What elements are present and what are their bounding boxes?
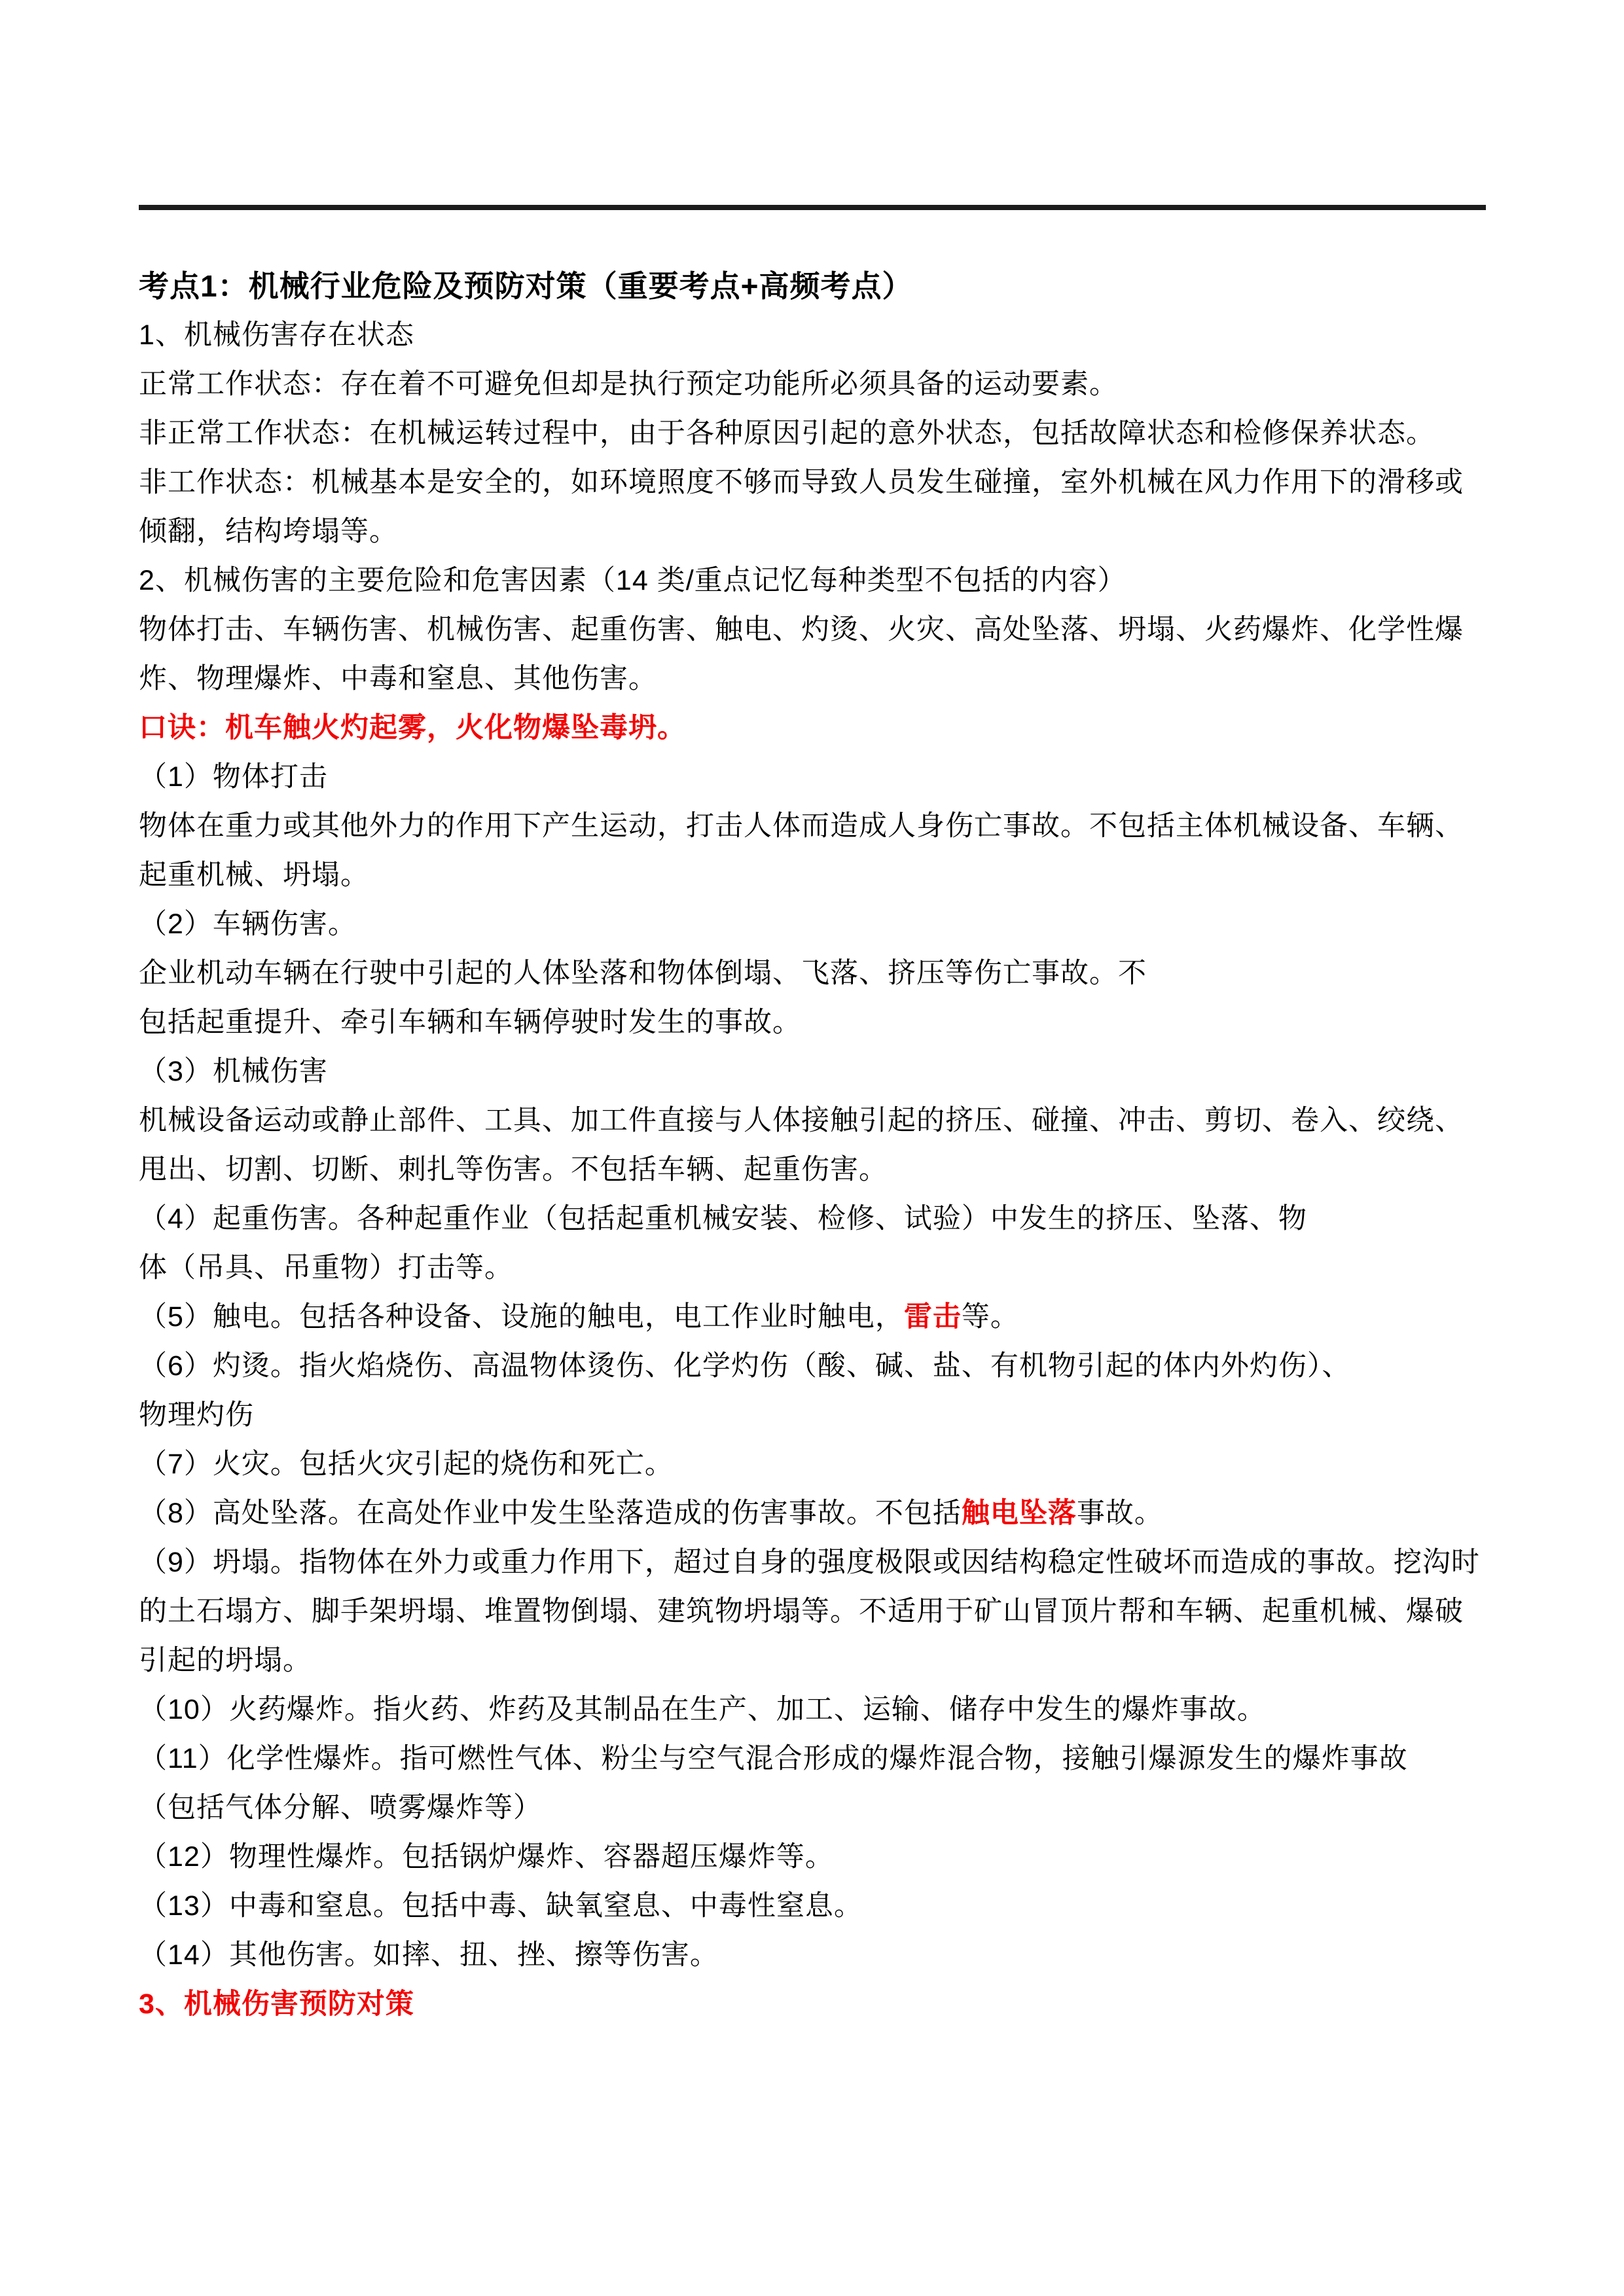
text-segment: （7）火灾。包括火灾引起的烧伤和死亡。	[139, 1448, 674, 1480]
text-segment: 口诀：机车触火灼起雾，火化物爆坠毒坍。	[139, 712, 686, 744]
section-title	[139, 262, 1487, 311]
text-segment: 正常工作状态：存在着不可避免但却是执行预定功能所必须具备的运动要素。	[139, 368, 1118, 400]
text-segment: （2）车辆伤害。	[139, 908, 357, 940]
text-line	[139, 1244, 1487, 1293]
text-segment: 起重机械、坍塌。	[139, 859, 369, 891]
list-item-1	[139, 753, 1487, 802]
text-segment: 非正常工作状态：在机械运转过程中，由于各种原因引起的意外状态，包括故障状态和检修保养状态。	[139, 418, 1435, 449]
list-item-4	[139, 1194, 1487, 1244]
text-segment: 甩出、切割、切断、刺扎等伤害。不包括车辆、起重伤害。	[139, 1154, 888, 1185]
text-segment: 引起的坍塌。	[139, 1645, 312, 1676]
text-segment: 企业机动车辆在行驶中引起的人体坠落和物体倒塌、飞落、挤压等伤亡事故。不	[139, 958, 1147, 989]
text-segment: 物理灼伤	[139, 1399, 254, 1431]
text-segment: 触电坠落	[961, 1498, 1077, 1529]
text-line	[139, 1784, 1487, 1833]
item-3-title	[139, 1980, 1487, 2029]
text-segment: （12）物理性爆炸。包括锅炉爆炸、容器超压爆炸等。	[139, 1841, 834, 1873]
list-item-14	[139, 1931, 1487, 1980]
text-line	[139, 1391, 1487, 1440]
text-line	[139, 1145, 1487, 1194]
item-1-title	[139, 311, 1487, 360]
text-segment: （14）其他伤害。如摔、扭、挫、擦等伤害。	[139, 1939, 719, 1971]
header-rule	[139, 205, 1486, 210]
text-line	[139, 1096, 1487, 1145]
item-2-title	[139, 556, 1487, 605]
text-line	[139, 360, 1487, 409]
content	[139, 262, 1487, 2029]
text-segment: （5）触电。包括各种设备、设施的触电，电工作业时触电，	[139, 1301, 904, 1333]
text-segment: 非工作状态：机械基本是安全的，如环境照度不够而导致人员发生碰撞，室外机械在风力作用下的滑移或	[139, 467, 1464, 498]
text-line	[139, 458, 1487, 507]
text-segment: 物体在重力或其他外力的作用下产生运动，打击人体而造成人身伤亡事故。不包括主体机械设备、车辆、	[139, 810, 1464, 842]
text-segment: （4）起重伤害。各种起重作业（包括起重机械安装、检修、试验）中发生的挤压、坠落、物	[139, 1203, 1307, 1234]
list-item-9	[139, 1538, 1487, 1587]
text-line	[139, 802, 1487, 851]
mnemonic-line	[139, 704, 1487, 753]
list-item-11	[139, 1734, 1487, 1784]
list-item-8	[139, 1489, 1487, 1538]
text-segment: （13）中毒和窒息。包括中毒、缺氧窒息、中毒性窒息。	[139, 1890, 863, 1922]
text-segment: （3）机械伤害	[139, 1056, 328, 1087]
text-line	[139, 998, 1487, 1047]
text-segment: 体（吊具、吊重物）打击等。	[139, 1252, 513, 1283]
text-segment: 3、机械伤害预防对策	[139, 1988, 414, 2020]
text-segment: 的土石塌方、脚手架坍塌、堆置物倒塌、建筑物坍塌等。不适用于矿山冒顶片帮和车辆、起重机械、爆破	[139, 1596, 1464, 1627]
list-item-10	[139, 1685, 1487, 1734]
text-segment: 1、机械伤害存在状态	[139, 319, 414, 351]
text-segment: 炸、物理爆炸、中毒和窒息、其他伤害。	[139, 663, 657, 694]
text-segment: 雷击	[903, 1301, 962, 1333]
text-segment: 物体打击、车辆伤害、机械伤害、起重伤害、触电、灼烫、火灾、高处坠落、坍塌、火药爆炸、化学性爆	[139, 614, 1464, 645]
list-item-5	[139, 1293, 1487, 1342]
list-item-7	[139, 1440, 1487, 1489]
text-line	[139, 605, 1487, 655]
text-segment: （包括气体分解、喷雾爆炸等）	[139, 1792, 542, 1823]
text-segment: （1）物体打击	[139, 761, 328, 793]
text-line	[139, 1636, 1487, 1685]
text-segment: 包括起重提升、牵引车辆和车辆停驶时发生的事故。	[139, 1007, 801, 1038]
list-item-13	[139, 1882, 1487, 1931]
text-line	[139, 851, 1487, 900]
text-segment: （10）火药爆炸。指火药、炸药及其制品在生产、加工、运输、储存中发生的爆炸事故。	[139, 1694, 1266, 1725]
text-segment: 等。	[961, 1301, 1019, 1333]
list-item-12	[139, 1833, 1487, 1882]
list-item-3	[139, 1047, 1487, 1096]
text-segment: （6）灼烫。指火焰烧伤、高温物体烫伤、化学灼伤（酸、碱、盐、有机物引起的体内外灼伤）、	[139, 1350, 1351, 1382]
text-line	[139, 949, 1487, 998]
text-segment: （11）化学性爆炸。指可燃性气体、粉尘与空气混合形成的爆炸混合物，接触引爆源发生的爆炸事故	[139, 1743, 1408, 1774]
text-line	[139, 1587, 1487, 1636]
text-segment: 2、机械伤害的主要危险和危害因素（14 类/重点记忆每种类型不包括的内容）	[139, 565, 1127, 596]
text-segment: （9）坍塌。指物体在外力或重力作用下，超过自身的强度极限或因结构稳定性破坏而造成的事故。挖沟时	[139, 1547, 1480, 1578]
text-line	[139, 655, 1487, 704]
list-item-6	[139, 1342, 1487, 1391]
text-segment: 机械设备运动或静止部件、工具、加工件直接与人体接触引起的挤压、碰撞、冲击、剪切、卷入、绞绕、	[139, 1105, 1464, 1136]
list-item-2	[139, 900, 1487, 949]
text-segment: 事故。	[1076, 1498, 1163, 1529]
text-segment: 倾翻，结构垮塌等。	[139, 516, 398, 547]
text-segment: 考点1：机械行业危险及预防对策（重要考点+高频考点）	[139, 269, 913, 303]
text-segment: （8）高处坠落。在高处作业中发生坠落造成的伤害事故。不包括	[139, 1498, 962, 1529]
text-line	[139, 507, 1487, 556]
text-line	[139, 409, 1487, 458]
